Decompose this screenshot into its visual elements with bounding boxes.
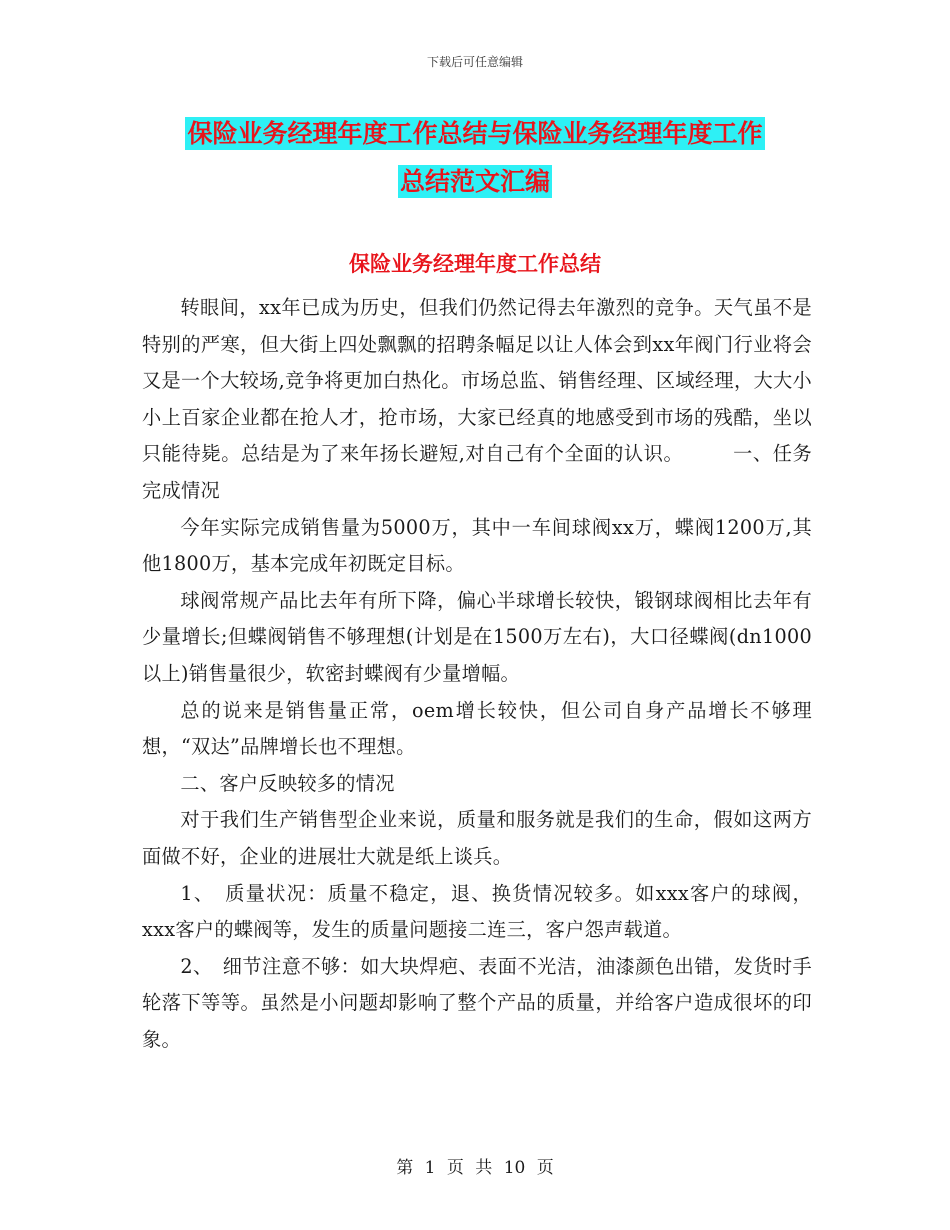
header-note: 下载后可任意编辑 bbox=[426, 55, 523, 69]
document-title bbox=[140, 110, 810, 206]
paragraph: 转眼间，xx年已成为历史，但我们仍然记得去年激烈的竞争。天气虽不是特别的严寒，但大街上四处飘飘的招聘条幅足以让人体会到xx年阀门行业将会又是一个大较场,竞争将更加白热化。市场总监、销售经理、区域经理，大大小小上百家企业都在抢人才，抢市场，大家已经真的地感受到市场的残酷，坐以只能待毙。总结是为了来年扬长避短,对自己有个全面的认识。 一、任务完成情况 bbox=[142, 296, 812, 502]
page-number-footer: 第 1 页 共 10 页 bbox=[396, 1158, 554, 1178]
paragraph-heading: 二、客户反映较多的情况 bbox=[180, 771, 395, 795]
document-title-line-1: 保险业务经理年度工作总结与保险业务经理年度工作 bbox=[187, 119, 763, 148]
paragraph: 总的说来是销售量正常，oem增长较快，但公司自身产品增长不够理想，“双达”品牌增长也不理想。 bbox=[142, 698, 812, 759]
section-title: 保险业务经理年度工作总结 bbox=[349, 252, 601, 276]
paragraph: 1、 质量状况：质量不稳定，退、换货情况较多。如xxx客户的球阀，xxx客户的蝶阀等，发生的质量问题接二连三，客户怨声载道。 bbox=[142, 881, 812, 942]
paragraph: 球阀常规产品比去年有所下降，偏心半球增长较快，锻钢球阀相比去年有少量增长;但蝶阀销售不够理想(计划是在1500万左右)，大口径蝶阀(dn1000以上)销售量很少，软密封蝶阀有少量增幅。 bbox=[142, 588, 812, 685]
paragraph: 2、 细节注意不够：如大块焊疤、表面不光洁，油漆颜色出错，发货时手轮落下等等。虽然是小问题却影响了整个产品的质量，并给客户造成很坏的印象。 bbox=[142, 954, 812, 1051]
paragraph: 今年实际完成销售量为5000万，其中一车间球阀xx万，蝶阀1200万,其他1800万，基本完成年初既定目标。 bbox=[142, 515, 812, 576]
body-text bbox=[142, 290, 812, 1058]
paragraph: 对于我们生产销售型企业来说，质量和服务就是我们的生命，假如这两方面做不好，企业的进展壮大就是纸上谈兵。 bbox=[142, 808, 812, 868]
document-title-line-2: 总结范文汇编 bbox=[399, 167, 550, 196]
